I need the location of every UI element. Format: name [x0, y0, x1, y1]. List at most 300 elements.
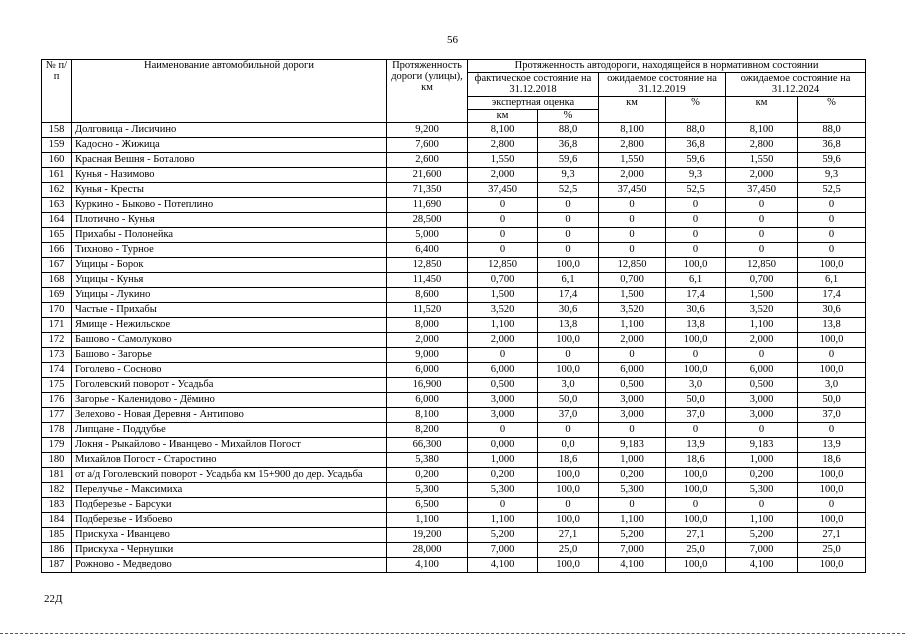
road-length: 28,000 [387, 543, 468, 558]
km-2019: 0 [599, 348, 666, 363]
table-row [42, 303, 866, 318]
km-2018: 2,000 [468, 333, 538, 348]
pct-2019: 0 [666, 243, 726, 258]
road-name: Башово - Загорье [72, 348, 387, 363]
km-2024: 0 [726, 213, 798, 228]
table-row [42, 483, 866, 498]
km-2024: 3,520 [726, 303, 798, 318]
pct-2018: 25,0 [538, 543, 599, 558]
table-row [42, 408, 866, 423]
road-name: Локня - Рыкайлово - Иванцево - Михайлов Погост [72, 438, 387, 453]
header-no: № п/п [42, 60, 72, 123]
table-row [42, 168, 866, 183]
table-row [42, 228, 866, 243]
km-2018: 37,450 [468, 183, 538, 198]
pct-2024: 30,6 [798, 303, 866, 318]
road-name: Прискуха - Чернушки [72, 543, 387, 558]
row-number: 164 [42, 213, 72, 228]
km-2024: 1,100 [726, 318, 798, 333]
km-2019: 3,000 [599, 408, 666, 423]
km-2018: 8,100 [468, 123, 538, 138]
km-2019: 1,500 [599, 288, 666, 303]
pct-2019: 13,8 [666, 318, 726, 333]
pct-2018: 30,6 [538, 303, 599, 318]
row-number: 175 [42, 378, 72, 393]
road-name: Ущицы - Борок [72, 258, 387, 273]
pct-2018: 0 [538, 498, 599, 513]
km-2024: 0 [726, 423, 798, 438]
road-name: Куркино - Быково - Потеплино [72, 198, 387, 213]
pct-2019: 18,6 [666, 453, 726, 468]
table-row [42, 438, 866, 453]
table-row [42, 138, 866, 153]
pct-2024: 50,0 [798, 393, 866, 408]
pct-2018: 100,0 [538, 333, 599, 348]
km-2024: 1,500 [726, 288, 798, 303]
row-number: 174 [42, 363, 72, 378]
pct-2019: 6,1 [666, 273, 726, 288]
pct-2019: 0 [666, 198, 726, 213]
km-2018: 1,000 [468, 453, 538, 468]
road-length: 6,500 [387, 498, 468, 513]
pct-2019: 100,0 [666, 468, 726, 483]
row-number: 182 [42, 483, 72, 498]
km-2018: 0 [468, 213, 538, 228]
pct-2024: 0 [798, 213, 866, 228]
km-2024: 2,800 [726, 138, 798, 153]
pct-2018: 59,6 [538, 153, 599, 168]
header-name: Наименование автомобильной дороги [72, 60, 387, 123]
pct-2019: 17,4 [666, 288, 726, 303]
pct-2024: 100,0 [798, 258, 866, 273]
km-2019: 2,000 [599, 333, 666, 348]
road-name: Частые - Прихабы [72, 303, 387, 318]
pct-2024: 100,0 [798, 468, 866, 483]
km-2019: 1,100 [599, 318, 666, 333]
road-name: Тихново - Турное [72, 243, 387, 258]
km-2019: 1,550 [599, 153, 666, 168]
km-2019: 3,000 [599, 393, 666, 408]
road-length: 8,100 [387, 408, 468, 423]
bottom-divider [0, 633, 905, 634]
row-number: 177 [42, 408, 72, 423]
table-row [42, 453, 866, 468]
km-2019: 1,100 [599, 513, 666, 528]
road-length: 7,600 [387, 138, 468, 153]
road-name: Прихабы - Полонейка [72, 228, 387, 243]
row-number: 170 [42, 303, 72, 318]
pct-2019: 0 [666, 213, 726, 228]
km-2024: 5,200 [726, 528, 798, 543]
pct-2019: 0 [666, 423, 726, 438]
km-2019: 0 [599, 198, 666, 213]
pct-2024: 9,3 [798, 168, 866, 183]
km-2024: 4,100 [726, 558, 798, 573]
header-pct-2024: % [798, 97, 866, 123]
road-length: 8,600 [387, 288, 468, 303]
km-2018: 2,800 [468, 138, 538, 153]
road-name: Долговица - Лисичино [72, 123, 387, 138]
road-length: 11,690 [387, 198, 468, 213]
pct-2018: 100,0 [538, 513, 599, 528]
pct-2019: 3,0 [666, 378, 726, 393]
pct-2024: 17,4 [798, 288, 866, 303]
km-2018: 0 [468, 243, 538, 258]
row-number: 176 [42, 393, 72, 408]
road-name: Зелехово - Новая Деревня - Антипово [72, 408, 387, 423]
row-number: 162 [42, 183, 72, 198]
row-number: 161 [42, 168, 72, 183]
pct-2024: 52,5 [798, 183, 866, 198]
road-name: от а/д Гоголевский поворот - Усадьба км 15+900 до дер. Усадьба [72, 468, 387, 483]
km-2018: 0,200 [468, 468, 538, 483]
km-2019: 0 [599, 498, 666, 513]
row-number: 163 [42, 198, 72, 213]
pct-2024: 59,6 [798, 153, 866, 168]
header-group-2024: ожидаемое состояние на 31.12.2024 [726, 73, 866, 97]
roads-table [41, 59, 866, 573]
table-row [42, 348, 866, 363]
km-2019: 12,850 [599, 258, 666, 273]
pct-2024: 36,8 [798, 138, 866, 153]
km-2018: 0 [468, 423, 538, 438]
pct-2018: 100,0 [538, 483, 599, 498]
km-2024: 0,200 [726, 468, 798, 483]
road-name: Подберезье - Барсуки [72, 498, 387, 513]
km-2018: 0 [468, 348, 538, 363]
km-2018: 0,700 [468, 273, 538, 288]
road-name: Ущицы - Лукино [72, 288, 387, 303]
road-length: 2,000 [387, 333, 468, 348]
km-2024: 3,000 [726, 393, 798, 408]
km-2019: 37,450 [599, 183, 666, 198]
pct-2024: 13,8 [798, 318, 866, 333]
table-row [42, 528, 866, 543]
pct-2024: 18,6 [798, 453, 866, 468]
road-length: 5,380 [387, 453, 468, 468]
road-length: 9,200 [387, 123, 468, 138]
road-name: Подберезье - Избоево [72, 513, 387, 528]
row-number: 179 [42, 438, 72, 453]
km-2024: 6,000 [726, 363, 798, 378]
row-number: 180 [42, 453, 72, 468]
km-2019: 2,800 [599, 138, 666, 153]
road-name: Рожново - Медведово [72, 558, 387, 573]
pct-2018: 37,0 [538, 408, 599, 423]
pct-2019: 0 [666, 348, 726, 363]
pct-2018: 50,0 [538, 393, 599, 408]
table-row [42, 198, 866, 213]
pct-2018: 6,1 [538, 273, 599, 288]
km-2024: 5,300 [726, 483, 798, 498]
row-number: 173 [42, 348, 72, 363]
row-number: 158 [42, 123, 72, 138]
pct-2018: 17,4 [538, 288, 599, 303]
road-name: Плотично - Кунья [72, 213, 387, 228]
km-2018: 5,300 [468, 483, 538, 498]
road-name: Михайлов Погост - Старостино [72, 453, 387, 468]
pct-2018: 100,0 [538, 468, 599, 483]
table-header [42, 60, 866, 123]
pct-2019: 100,0 [666, 513, 726, 528]
pct-2024: 0 [798, 243, 866, 258]
km-2024: 8,100 [726, 123, 798, 138]
km-2018: 1,500 [468, 288, 538, 303]
row-number: 172 [42, 333, 72, 348]
header-km-2018: км [468, 110, 538, 123]
table-row [42, 258, 866, 273]
table-row [42, 213, 866, 228]
road-length: 5,300 [387, 483, 468, 498]
road-length: 11,450 [387, 273, 468, 288]
pct-2024: 13,9 [798, 438, 866, 453]
pct-2018: 100,0 [538, 363, 599, 378]
road-length: 6,400 [387, 243, 468, 258]
header-length: Протяженность дороги (улицы), км [387, 60, 468, 123]
road-length: 0,200 [387, 468, 468, 483]
header-km-2024: км [726, 97, 798, 123]
table-row [42, 558, 866, 573]
pct-2019: 25,0 [666, 543, 726, 558]
road-name: Кунья - Назимово [72, 168, 387, 183]
pct-2019: 36,8 [666, 138, 726, 153]
table-row [42, 363, 866, 378]
km-2024: 0 [726, 243, 798, 258]
pct-2018: 52,5 [538, 183, 599, 198]
km-2024: 1,100 [726, 513, 798, 528]
pct-2018: 27,1 [538, 528, 599, 543]
header-pct-2019: % [666, 97, 726, 123]
table-row [42, 333, 866, 348]
pct-2024: 88,0 [798, 123, 866, 138]
pct-2019: 59,6 [666, 153, 726, 168]
header-pct-2018: % [538, 110, 599, 123]
km-2019: 0 [599, 423, 666, 438]
pct-2019: 88,0 [666, 123, 726, 138]
km-2019: 5,200 [599, 528, 666, 543]
km-2018: 4,100 [468, 558, 538, 573]
km-2018: 1,100 [468, 318, 538, 333]
row-number: 160 [42, 153, 72, 168]
road-length: 2,600 [387, 153, 468, 168]
road-length: 66,300 [387, 438, 468, 453]
pct-2018: 0 [538, 198, 599, 213]
km-2019: 1,000 [599, 453, 666, 468]
row-number: 181 [42, 468, 72, 483]
km-2018: 0 [468, 198, 538, 213]
pct-2024: 100,0 [798, 513, 866, 528]
km-2024: 0 [726, 348, 798, 363]
pct-2024: 37,0 [798, 408, 866, 423]
km-2024: 12,850 [726, 258, 798, 273]
pct-2018: 0,0 [538, 438, 599, 453]
km-2024: 3,000 [726, 408, 798, 423]
pct-2019: 9,3 [666, 168, 726, 183]
table-row [42, 273, 866, 288]
pct-2018: 9,3 [538, 168, 599, 183]
table-row [42, 243, 866, 258]
road-length: 8,000 [387, 318, 468, 333]
road-name: Липцане - Поддубье [72, 423, 387, 438]
km-2018: 0 [468, 228, 538, 243]
table-row [42, 288, 866, 303]
km-2018: 7,000 [468, 543, 538, 558]
pct-2018: 100,0 [538, 258, 599, 273]
road-name: Башово - Самолуково [72, 333, 387, 348]
header-normative: Протяженность автодороги, находящейся в нормативном состоянии [468, 60, 866, 73]
pct-2018: 0 [538, 423, 599, 438]
road-length: 21,600 [387, 168, 468, 183]
pct-2024: 3,0 [798, 378, 866, 393]
pct-2024: 0 [798, 228, 866, 243]
road-length: 12,850 [387, 258, 468, 273]
pct-2024: 27,1 [798, 528, 866, 543]
header-expert: экспертная оценка [468, 97, 599, 110]
road-length: 19,200 [387, 528, 468, 543]
row-number: 187 [42, 558, 72, 573]
km-2024: 2,000 [726, 333, 798, 348]
pct-2018: 0 [538, 228, 599, 243]
km-2019: 4,100 [599, 558, 666, 573]
road-length: 9,000 [387, 348, 468, 363]
table-row [42, 513, 866, 528]
row-number: 165 [42, 228, 72, 243]
road-length: 28,500 [387, 213, 468, 228]
pct-2024: 0 [798, 498, 866, 513]
km-2019: 0 [599, 228, 666, 243]
km-2018: 3,520 [468, 303, 538, 318]
road-name: Красная Вешня - Боталово [72, 153, 387, 168]
row-number: 171 [42, 318, 72, 333]
pct-2024: 0 [798, 348, 866, 363]
road-length: 71,350 [387, 183, 468, 198]
road-name: Перелучье - Максимиха [72, 483, 387, 498]
road-name: Гоголево - Сосново [72, 363, 387, 378]
km-2024: 0 [726, 198, 798, 213]
pct-2019: 13,9 [666, 438, 726, 453]
table-row [42, 543, 866, 558]
row-number: 186 [42, 543, 72, 558]
pct-2019: 50,0 [666, 393, 726, 408]
header-km-2019: км [599, 97, 666, 123]
km-2024: 0 [726, 498, 798, 513]
row-number: 169 [42, 288, 72, 303]
km-2018: 1,100 [468, 513, 538, 528]
pct-2024: 100,0 [798, 333, 866, 348]
row-number: 159 [42, 138, 72, 153]
road-length: 8,200 [387, 423, 468, 438]
row-number: 166 [42, 243, 72, 258]
km-2018: 5,200 [468, 528, 538, 543]
km-2018: 6,000 [468, 363, 538, 378]
km-2018: 1,550 [468, 153, 538, 168]
road-length: 16,900 [387, 378, 468, 393]
km-2024: 37,450 [726, 183, 798, 198]
table-body [42, 123, 866, 573]
table-row [42, 318, 866, 333]
road-length: 6,000 [387, 393, 468, 408]
pct-2019: 100,0 [666, 258, 726, 273]
row-number: 185 [42, 528, 72, 543]
km-2019: 6,000 [599, 363, 666, 378]
pct-2018: 0 [538, 213, 599, 228]
km-2019: 8,100 [599, 123, 666, 138]
header-group-2018: фактическое состояние на 31.12.2018 [468, 73, 599, 97]
road-name: Ущицы - Кунья [72, 273, 387, 288]
pct-2019: 30,6 [666, 303, 726, 318]
km-2024: 9,183 [726, 438, 798, 453]
road-length: 1,100 [387, 513, 468, 528]
km-2024: 0 [726, 228, 798, 243]
km-2019: 3,520 [599, 303, 666, 318]
row-number: 167 [42, 258, 72, 273]
pct-2019: 100,0 [666, 363, 726, 378]
pct-2019: 0 [666, 228, 726, 243]
km-2019: 0,700 [599, 273, 666, 288]
road-name: Загорье - Каленидово - Дёмино [72, 393, 387, 408]
km-2024: 0,700 [726, 273, 798, 288]
pct-2024: 0 [798, 198, 866, 213]
pct-2019: 27,1 [666, 528, 726, 543]
km-2019: 7,000 [599, 543, 666, 558]
road-name: Ямище - Нежильское [72, 318, 387, 333]
km-2018: 0 [468, 498, 538, 513]
footer-code: 22Д [44, 593, 63, 605]
km-2024: 7,000 [726, 543, 798, 558]
km-2024: 1,000 [726, 453, 798, 468]
pct-2024: 25,0 [798, 543, 866, 558]
km-2018: 0,000 [468, 438, 538, 453]
table-row [42, 498, 866, 513]
table-row [42, 468, 866, 483]
road-length: 11,520 [387, 303, 468, 318]
pct-2018: 100,0 [538, 558, 599, 573]
road-name: Прискуха - Иванцево [72, 528, 387, 543]
km-2018: 3,000 [468, 393, 538, 408]
km-2019: 5,300 [599, 483, 666, 498]
pct-2019: 37,0 [666, 408, 726, 423]
road-name: Кадосно - Жижица [72, 138, 387, 153]
table-row [42, 393, 866, 408]
table-row [42, 378, 866, 393]
pct-2024: 100,0 [798, 363, 866, 378]
km-2024: 0,500 [726, 378, 798, 393]
table-row [42, 153, 866, 168]
row-number: 168 [42, 273, 72, 288]
table-row [42, 123, 866, 138]
row-number: 183 [42, 498, 72, 513]
road-length: 5,000 [387, 228, 468, 243]
km-2024: 1,550 [726, 153, 798, 168]
km-2018: 2,000 [468, 168, 538, 183]
pct-2019: 52,5 [666, 183, 726, 198]
km-2019: 0 [599, 213, 666, 228]
pct-2024: 100,0 [798, 558, 866, 573]
km-2019: 9,183 [599, 438, 666, 453]
row-number: 184 [42, 513, 72, 528]
table-row [42, 183, 866, 198]
pct-2018: 0 [538, 243, 599, 258]
road-length: 6,000 [387, 363, 468, 378]
row-number: 178 [42, 423, 72, 438]
km-2018: 12,850 [468, 258, 538, 273]
pct-2024: 0 [798, 423, 866, 438]
km-2018: 3,000 [468, 408, 538, 423]
pct-2018: 88,0 [538, 123, 599, 138]
pct-2018: 3,0 [538, 378, 599, 393]
table-row [42, 423, 866, 438]
pct-2018: 0 [538, 348, 599, 363]
